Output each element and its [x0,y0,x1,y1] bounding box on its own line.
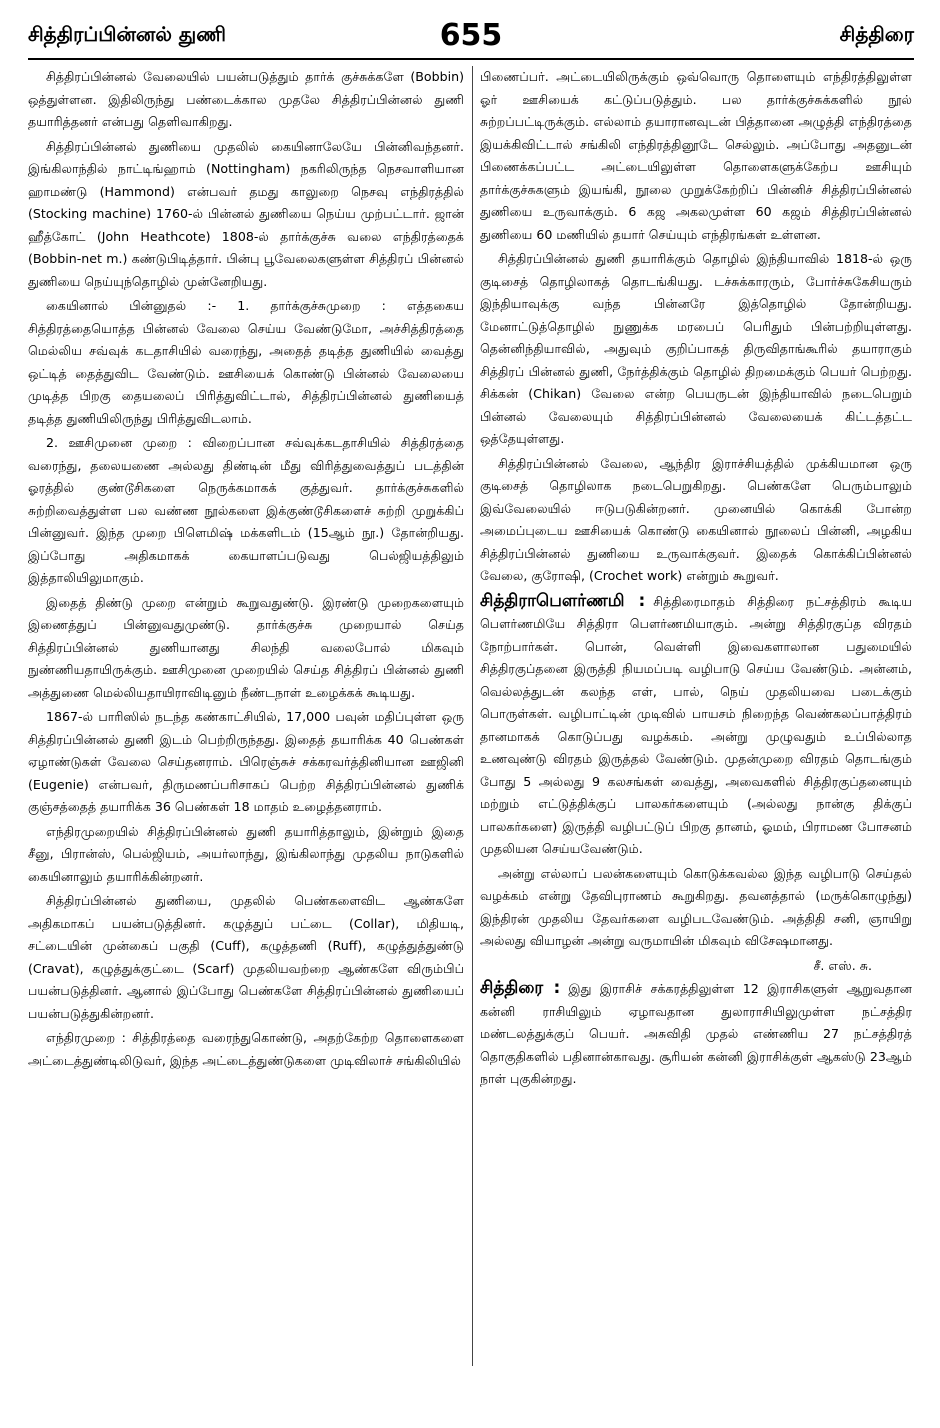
page-number: 655 [439,18,503,53]
paragraph: சித்திரப்பின்னல் துணி தயாரிக்கும் தொழில் இந்தியாவில் 1818-ல் ஒரு குடிசைத் தொழிலாகத் தொடங்கியது. டச்சுக்காரரும், போர்ச்சுகேசியரும் இந்தியாவுக்கு வந்த பின்னரே இத்தொழில் தோன்றியது. மேனாட்டுத்தொழில் நுணுக்க மரபைப் பெரிதும் பின்பற்றியுள்ளது. தென்னிந்தியாவில், அதுவும் குறிப்பாகத் திருவிதாங்கூரில் தயாராகும் சித்திரப் பின்னல் துணி, நேர்த்திக்கும் தொழில் திறமைக்கும் பெயர் பெற்றது. சிக்கன் (Chikan) வேலை என்ற பெயருடன் இந்தியாவில் நடைபெறும் பின்னல் வேலையும் சித்திரப்பின்னல் வேலையைக் கிட்டத்தட்ட ஒத்தேயுள்ளது. [480,251,912,446]
paragraph: சித்திரப்பின்னல் வேலையில் பயன்படுத்தும் தார்க் குச்சுக்களே (Bobbin) ஒத்துள்ளன. இதிலிருந்து பண்டைக்கால முதலே சித்திரப்பின்னல் துணி தயாரித்தனர் என்பது தெளிவாகிறது. [28,69,464,129]
header-left-title: சித்திரப்பின்னல் துணி [28,22,226,46]
paragraph: எந்திரமுறையில் சித்திரப்பின்னல் துணி தயாரித்தாலும், இன்றும் இதை சீனு, பிரான்ஸ், பெல்ஜியம், அயர்லாந்து, இங்கிலாந்து முதலிய நாடுகளில் கையினாலும் தயாரிக்கின்றனர். [28,823,464,884]
entry-chithira-pournami [480,590,912,861]
paragraph: கையினால் பின்னுதல் :- 1. தார்க்குச்சுமுறை : எத்தகைய சித்திரத்தையொத்த பின்னல் வேலை செய்ய வேண்டுமோ, அச்சித்திரத்தை மெல்லிய சவ்வுக் கடதாசியில் வரைந்து, அதைத் தடித்த துணியில் வைத்து ஒட்டித் தைத்துவிட வேண்டும். ஊசியைக் கொண்டு பின்னல் வேலையை முடித்த பிறகு தையலைப் பிரித்துவிட்டால், சித்திரப்பின்னல் துணியைத் தடித்த துணியிலிருந்து பிரித்துவிடலாம். [28,298,464,426]
entry-chithirai [480,977,912,1091]
paragraph: 2. ஊசிமுனை முறை : விறைப்பான சவ்வுக்கடதாசியில் சித்திரத்தை வரைந்து, தலையணை அல்லது திண்டின் மீது விரித்துவைத்துப் படத்தின் ஓரத்தில் குண்டூசிகளை நெருக்கமாகக் குத்துவர். தார்க்குச்சுகளில் சுற்றிவைத்துள்ள பல வண்ண நூல்களை இக்குண்டூசிகளைச் சுற்றி முறுக்கிப் பின்னுவர். இந்த முறை பிளெமிஷ் மக்களிடம் (15ஆம் நூ.) தோன்றியது. இப்போது அதிகமாகக் கையாளப்படுவது பெல்ஜியத்திலும் இத்தாலியிலுமாகும். [28,435,464,585]
author-signature: சீ. எஸ். சு. [813,957,872,973]
right-column [480,66,912,1406]
left-column [28,66,464,1406]
header-rule [28,58,914,60]
paragraph: இதைத் திண்டு முறை என்றும் கூறுவதுண்டு. இரண்டு முறைகளையும் இணைத்துப் பின்னுவதுமுண்டு. தார்க்குச்சு முறையால் செய்த சித்திரப்பின்னல் துணியானது சிலந்தி வலைபோல் மிகவும் நுண்ணியதாயிருக்கும். ஊசிமுனை முறையில் செய்த சித்திரப் பின்னல் துணி அத்துணை மெல்லியதாயிராவிடினும் நீண்டநாள் உழைக்கக் கூடியது. [28,594,464,700]
paragraph: சித்திரப்பின்னல் துணியை, முதலில் பெண்களைவிட ஆண்களே அதிகமாகப் பயன்படுத்தினர். கழுத்துப் பட்டை (Collar), மிதியடி, சட்டையின் முன்கைப் பகுதி (Cuff), கழுத்தணி (Ruff), கழுத்துத்துண்டு (Cravat), கழுத்துக்குட்டை (Scarf) முதலியவற்றை ஆண்களே விரும்பிப் பயன்படுத்தினர். ஆனால் இப்போது பெண்களே சித்திரப்பின்னல் துணியைப் பயன்படுத்துகின்றனர். [28,893,464,1021]
paragraph: எந்திரமுறை : சித்திரத்தை வரைந்துகொண்டு, அதற்கேற்ற தொளைகளை அட்டைத்துண்டிலிடுவர், இந்த அட்டைத்துண்டுகளை முடிவிலாச் சங்கிலியில் [28,1030,464,1068]
paragraph: பிணைப்பர். அட்டையிலிருக்கும் ஒவ்வொரு தொளையும் எந்திரத்திலுள்ள ஓர் ஊசியைக் கட்டுப்படுத்தும். பல தார்க்குச்சுக்களில் நூல் சுற்றப்பட்டிருக்கும். எல்லாம் தயாரானவுடன் பித்தானை அழுத்தி எந்திரத்தை இயக்கிவிட்டால் சங்கிலி எந்திரத்தினூடே செல்லும். அப்போது அதனுடன் பிணைக்கப்பட்ட அட்டையிலுள்ள தொளைகளுக்கேற்ப ஊசியும் தார்க்குச்சுகளும் இயங்கி, நூலை முறுக்கேற்றிப் பின்னிச் சித்திரப்பின்னல் துணியை உருவாக்கும். 6 கஜ அகலமுள்ள 60 கஜம் சித்திரப்பின்னல் துணியை 60 மணியில் தயார் செய்யும் எந்திரங்கள் உள்ளன. [480,69,912,242]
entry-text: இது இராசிச் சக்கரத்திலுள்ள 12 இராசிகளுள் ஆறுவதான கன்னி ராசியிலும் ஏழாவதான துலாராசியிலுமுள்ள நட்சத்திர மண்டலத்துக்குப் பெயர். அசுவிதி முதல் எண்ணிய 27 நட்சத்திரத் தொகுதிகளில் பதினான்காவது. சூரியன் கன்னி இராசிக்குள் ஆகஸ்டு 23ஆம் நாள் புகுகின்றது. [480,981,912,1086]
page-header [28,18,914,58]
entry-headword: சித்திராபௌர்ணமி : [480,590,646,611]
paragraph: 1867-ல் பாரிஸில் நடந்த கண்காட்சியில், 17,000 பவுன் மதிப்புள்ள ஒரு சித்திரப்பின்னல் துணி இடம் பெற்றிருந்தது. இதைத் தயாரிக்க 40 பெண்கள் ஏழாண்டுகள் வேலை செய்தனராம். பிரெஞ்சுச் சக்கரவர்த்தினியான ஊஜினி (Eugenie) என்பவர், திருமணப்பரிசாகப் பெற்ற சித்திரப்பின்னல் துணிக் குஞ்சத்தைத் தயாரிக்க 36 பெண்கள் 18 மாதம் உழைத்தனராம். [28,709,464,814]
paragraph: அன்று எல்லாப் பலன்களையும் கொடுக்கவல்ல இந்த வழிபாடு செய்தல் வழக்கம் என்று தேவிபுராணம் கூறுகிறது. தவனத்தால் (மருக்கொழுந்து) இந்திரன் முதலிய தேவர்களை வழிபடவேண்டும். அத்திதி சனி, ஞாயிறு அல்லது வியாழன் அன்று வருமாயின் மிகவும் விசேஷமானது. [480,865,912,948]
column-divider [472,66,473,1366]
entry-text: சித்திரைமாதம் சித்திரை நட்சத்திரம் கூடிய பௌர்ணமியே சித்திரா பௌர்ணமியாகும். அன்று சித்திரகுப்த விரதம் நோற்பார்கள். பொன், வெள்ளி இவைகளாலான பதுமையில் சித்திரகுப்தனை இருத்தி நியமப்படி வழிபாடு செய்ய வேண்டும். அன்னம், வெல்லத்துடன் கலந்த எள், பால், நெய் முதலியவை படைக்கும் பொருள்கள். வழிபாட்டின் முடிவில் பாயசம் நிறைந்த வெண்கலப்பாத்திரம் தானமாகக் கொடுப்பது வழக்கம். அன்று முழுவதும் உப்பில்லாத உணவுண்டு விரதம் இருத்தல் வேண்டும். முதன்முறை விரதம் தொடங்கும் போது 5 அல்லது 9 கலசங்கள் வைத்து, அவைகளில் சித்திரகுப்தனையும் மற்றும் எட்டுத்திக்குப் பாலகர்களையும் (அல்லது நான்கு திக்குப் பாலகர்களை) இருத்தி வழிபட்டுப் பிறகு தானம், ஓமம், பிராமண போசனம் முதலியன செய்யவேண்டும். [480,593,912,856]
header-right-title: சித்திரை [839,22,914,46]
paragraph: சித்திரப்பின்னல் வேலை, ஆந்திர இராச்சியத்தில் முக்கியமான ஒரு குடிசைத் தொழிலாக நடைபெறுகிறது. பெண்களே பெரும்பாலும் இவ்வேலையில் ஈடுபடுகின்றனர். முனையில் கொக்கி போன்ற அமைப்புடைய ஊசியைக் கொண்டு கையினால் நூலைப் பின்னி, அழகிய சித்திரப்பின்னல் துணியை உருவாக்குவர். இதைக் கொக்கிப்பின்னல் வேலை, குரோஷி, (Crochet work) என்றும் கூறுவர். [480,455,912,583]
paragraph: சித்திரப்பின்னல் துணியை முதலில் கையினாலேயே பின்னிவந்தனர். இங்கிலாந்தில் நாட்டிங்ஹாம் (Nottingham) நகரிலிருந்த நெசவாளியான ஹாமண்டு (Hammond) என்பவர் தமது காலுறை நெசவு எந்திரத்தில் (Stocking machine) 1760-ல் பின்னல் துணியை நெய்ய முற்பட்டார். ஜான் ஹீத்கோட் (John Heathcote) 1808-ல் தார்க்குச்சு வலை எந்திரத்தைக் (Bobbin-net m.) கண்டுபிடித்தார். பின்பு பூவேலைகளுள்ள சித்திரப் பின்னல் துணியை நெய்யுந்தொழில் முன்னேறியது. [28,138,464,289]
entry-headword: சித்திரை : [480,978,561,998]
